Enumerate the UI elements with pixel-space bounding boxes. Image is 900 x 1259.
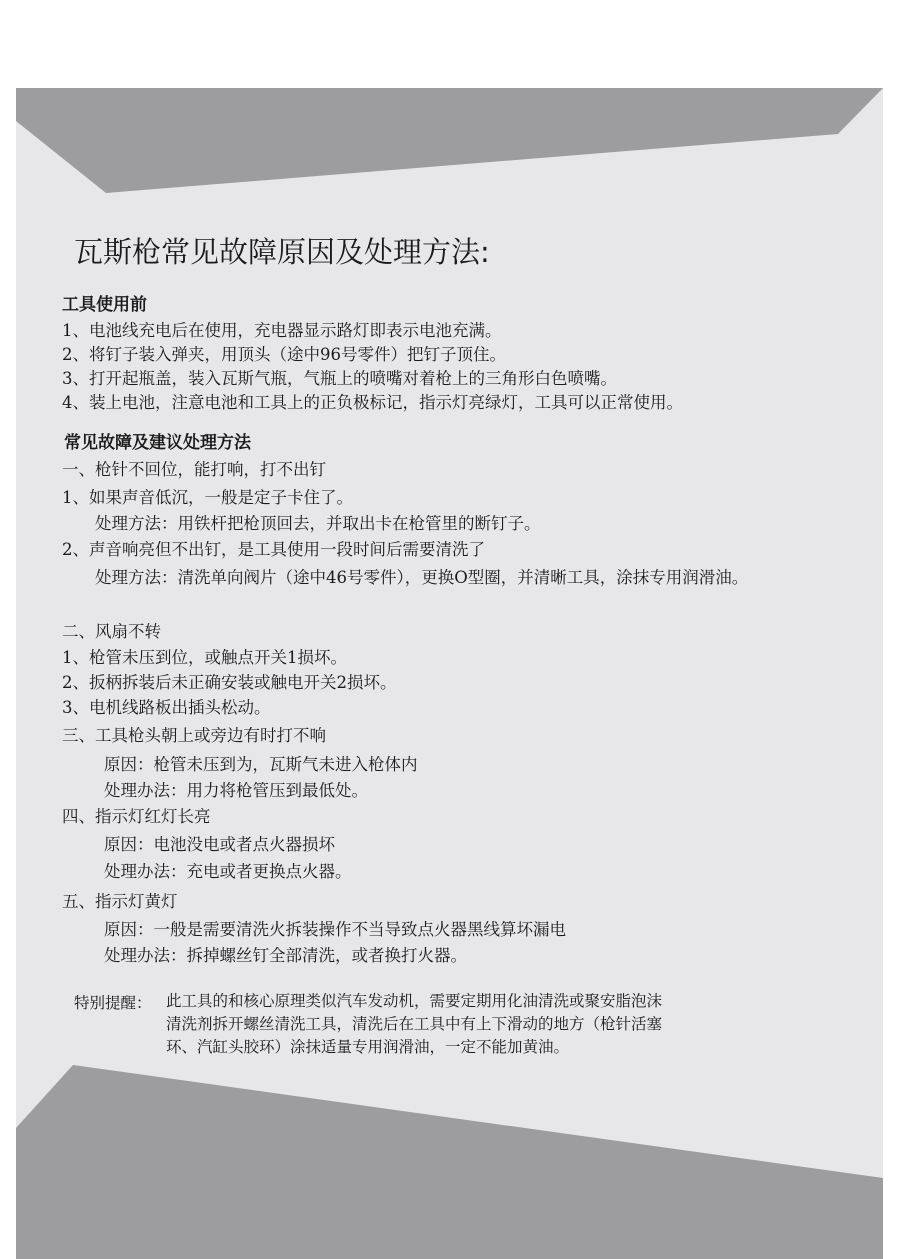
document-page (16, 88, 883, 1259)
before-use-heading: 工具使用前 (62, 295, 147, 315)
fault-4-title: 四、指示灯红灯长亮 (62, 807, 211, 826)
fault-4-cause: 原因：电池没电或者点火器损坏 (104, 835, 335, 854)
page-title: 瓦斯枪常见故障原因及处理方法: (74, 235, 490, 269)
before-use-item-1: 1、电池线充电后在使用，充电器显示路灯即表示电池充满。 (62, 321, 502, 340)
fault-1-case-2-fix: 处理方法：清洗单向阀片（途中46号零件），更换O型圈，并清晰工具，涂抹专用润滑油。 (95, 568, 749, 587)
note-line-3: 环、汽缸头胶环）涂抹适量专用润滑油，一定不能加黄油。 (166, 1038, 570, 1056)
fault-2-item-2: 2、扳柄拆装后未正确安装或触电开关2损坏。 (62, 673, 397, 692)
fault-2-item-1: 1、枪管未压到位，或触点开关1损坏。 (62, 648, 347, 667)
fault-3-title: 三、工具枪头朝上或旁边有时打不响 (62, 726, 326, 745)
fault-3-cause: 原因：枪管未压到为，瓦斯气未进入枪体内 (104, 755, 418, 774)
fault-1-title: 一、枪针不回位，能打响，打不出钉 (62, 460, 326, 479)
fault-1-case-1: 1、如果声音低沉，一般是定子卡住了。 (62, 488, 353, 507)
fault-1-case-1-fix: 处理方法：用铁杆把枪顶回去，并取出卡在枪管里的断钉子。 (95, 514, 541, 533)
fault-2-item-3: 3、电机线路板出插头松动。 (62, 698, 271, 717)
before-use-item-2: 2、将钉子装入弹夹，用顶头（途中96号零件）把钉子顶住。 (62, 345, 506, 364)
fault-5-fix: 处理办法：拆掉螺丝钉全部清洗，或者换打火器。 (104, 946, 467, 965)
fault-3-fix: 处理办法：用力将枪管压到最低处。 (104, 781, 368, 800)
faults-heading: 常见故障及建议处理方法 (64, 433, 251, 453)
note-label: 特别提醒： (74, 994, 152, 1012)
before-use-item-4: 4、装上电池，注意电池和工具上的正负极标记，指示灯亮绿灯，工具可以正常使用。 (62, 393, 683, 412)
fault-1-case-2: 2、声音响亮但不出钉，是工具使用一段时间后需要清洗了 (62, 540, 485, 559)
note-line-1: 此工具的和核心原理类似汽车发动机，需要定期用化油清洗或聚安脂泡沫 (166, 992, 663, 1010)
document-content (16, 88, 883, 1259)
fault-5-title: 五、指示灯黄灯 (62, 892, 178, 911)
before-use-item-3: 3、打开起瓶盖，装入瓦斯气瓶，气瓶上的喷嘴对着枪上的三角形白色喷嘴。 (62, 369, 617, 388)
fault-2-title: 二、风扇不转 (62, 622, 161, 641)
fault-4-fix: 处理办法：充电或者更换点火器。 (104, 862, 352, 881)
note-line-2: 清洗剂拆开螺丝清洗工具，清洗后在工具中有上下滑动的地方（枪针活塞 (166, 1015, 663, 1033)
fault-5-cause: 原因：一般是需要清洗火拆装操作不当导致点火器黑线算坏漏电 (104, 920, 566, 939)
